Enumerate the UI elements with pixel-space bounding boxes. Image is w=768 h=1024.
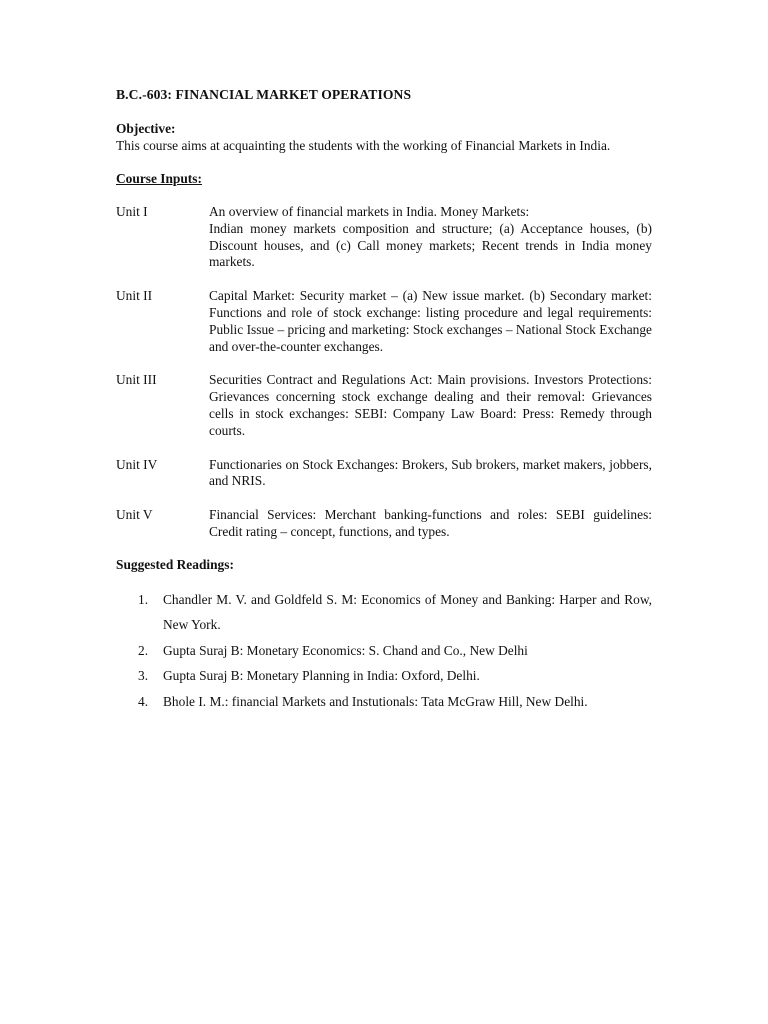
reading-item	[116, 663, 652, 689]
reading-number: 2.	[138, 642, 149, 658]
unit-description	[209, 288, 652, 355]
course-inputs-heading: Course Inputs:	[116, 171, 202, 186]
unit-description-line: Capital Market: Security market – (a) New issue market. (b) Secondary market: Functions and role of stock exchange: listing procedure and legal requirements: Public Issue – pricing and marketing: Stock exchanges – National Stock Exchange and over-the-counter exchanges.	[209, 288, 652, 354]
reading-text: Chandler M. V. and Goldfeld S. M: Economics of Money and Banking: Harper and Row, New York.	[163, 591, 652, 633]
unit-description	[209, 457, 652, 491]
unit-row	[116, 457, 652, 491]
unit-label: Unit III	[116, 372, 157, 388]
reading-text: Gupta Suraj B: Monetary Economics: S. Chand and Co., New Delhi	[163, 642, 528, 658]
unit-description-line: An overview of financial markets in India. Money Markets:	[209, 204, 530, 219]
unit-description	[209, 204, 652, 271]
reading-item	[116, 638, 652, 664]
reading-item	[116, 689, 652, 715]
unit-row	[116, 372, 652, 439]
unit-label: Unit II	[116, 288, 153, 304]
unit-description-line: Financial Services: Merchant banking-functions and roles: SEBI guidelines: Credit rating – concept, functions, and types.	[209, 507, 652, 539]
document-page	[116, 86, 652, 714]
course-units	[116, 204, 652, 541]
objective-heading: Objective:	[116, 121, 176, 136]
objective-text: This course aims at acquainting the students with the working of Financial Markets in India.	[116, 138, 611, 153]
reading-number: 4.	[138, 693, 149, 709]
unit-description-line: Securities Contract and Regulations Act: Main provisions. Investors Protections: Grievances concerning stock exchange dealing and their removal: Grievances cells in stock exchanges: SEBI: Company Law Board: Press: Remedy through courts.	[209, 372, 652, 438]
reading-text: Bhole I. M.: financial Markets and Instutionals: Tata McGraw Hill, New Delhi.	[163, 693, 588, 709]
readings-list	[116, 587, 652, 715]
unit-label: Unit IV	[116, 456, 158, 472]
unit-description	[209, 507, 652, 541]
unit-description	[209, 372, 652, 439]
unit-description-line: Functionaries on Stock Exchanges: Brokers, Sub brokers, market makers, jobbers, and NRIS.	[209, 456, 652, 489]
unit-row	[116, 288, 652, 355]
suggested-readings-heading: Suggested Readings:	[116, 556, 234, 572]
unit-label: Unit I	[116, 204, 148, 219]
reading-number: 1.	[138, 591, 149, 607]
unit-row	[116, 507, 652, 541]
unit-description-line: Indian money markets composition and structure; (a) Acceptance houses, (b) Discount houses, and (c) Call money markets; Recent trends in India money markets.	[209, 220, 652, 270]
unit-label: Unit V	[116, 507, 153, 523]
reading-text: Gupta Suraj B: Monetary Planning in India: Oxford, Delhi.	[163, 668, 480, 684]
unit-row	[116, 204, 652, 271]
document-title: B.C.-603: FINANCIAL MARKET OPERATIONS	[116, 87, 412, 102]
reading-number: 3.	[138, 668, 149, 684]
reading-item	[116, 587, 652, 638]
